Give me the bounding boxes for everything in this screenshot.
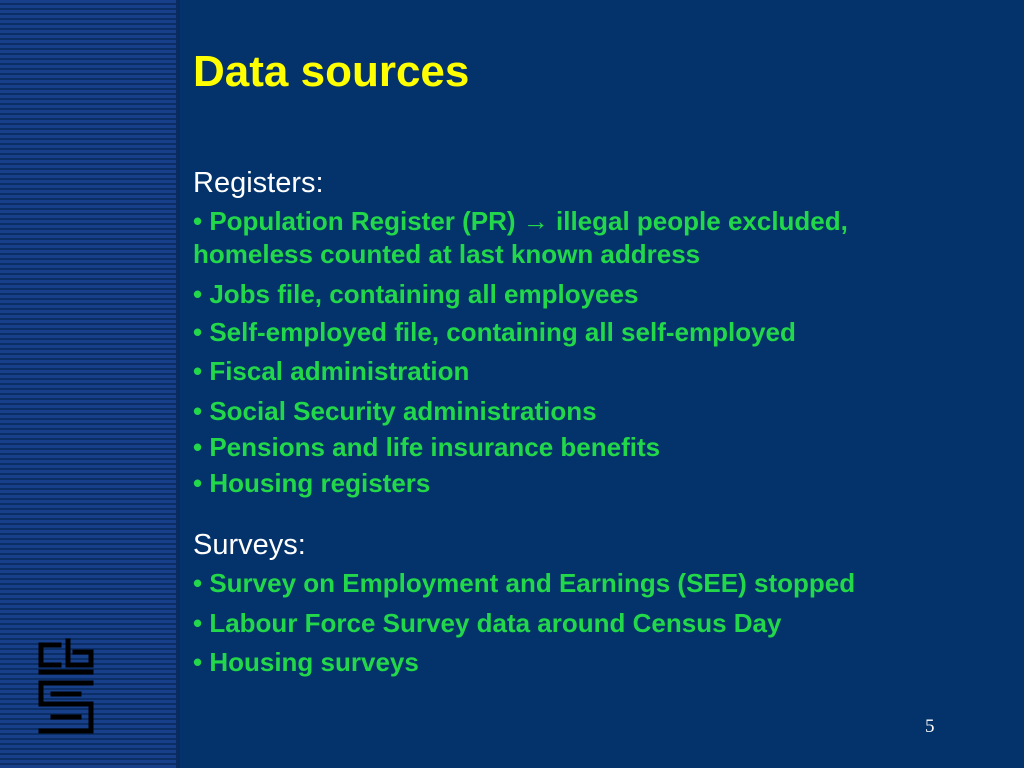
register-item: • Fiscal administration — [193, 356, 470, 386]
surveys-heading: Surveys: — [193, 529, 306, 561]
register-item: • Pensions and life insurance benefits — [193, 432, 661, 462]
survey-item: • Survey on Employment and Earnings (SEE) stopped — [193, 568, 856, 598]
register-item: • Self-employed file, containing all self-employed — [193, 317, 796, 347]
register-item: • Jobs file, containing all employees — [193, 279, 639, 309]
register-item: homeless counted at last known address — [193, 239, 701, 269]
register-item: • Population Register (PR) → illegal people excluded, — [193, 206, 848, 236]
survey-item: • Housing surveys — [193, 647, 419, 677]
striped-sidebar — [0, 0, 180, 768]
register-item: • Housing registers — [193, 468, 431, 498]
page-number: 5 — [925, 716, 935, 737]
cbs-logo — [35, 638, 97, 738]
survey-item: • Labour Force Survey data around Census Day — [193, 608, 782, 638]
registers-heading: Registers: — [193, 167, 324, 199]
register-item: • Social Security administrations — [193, 396, 597, 426]
slide-title: Data sources — [193, 47, 470, 96]
